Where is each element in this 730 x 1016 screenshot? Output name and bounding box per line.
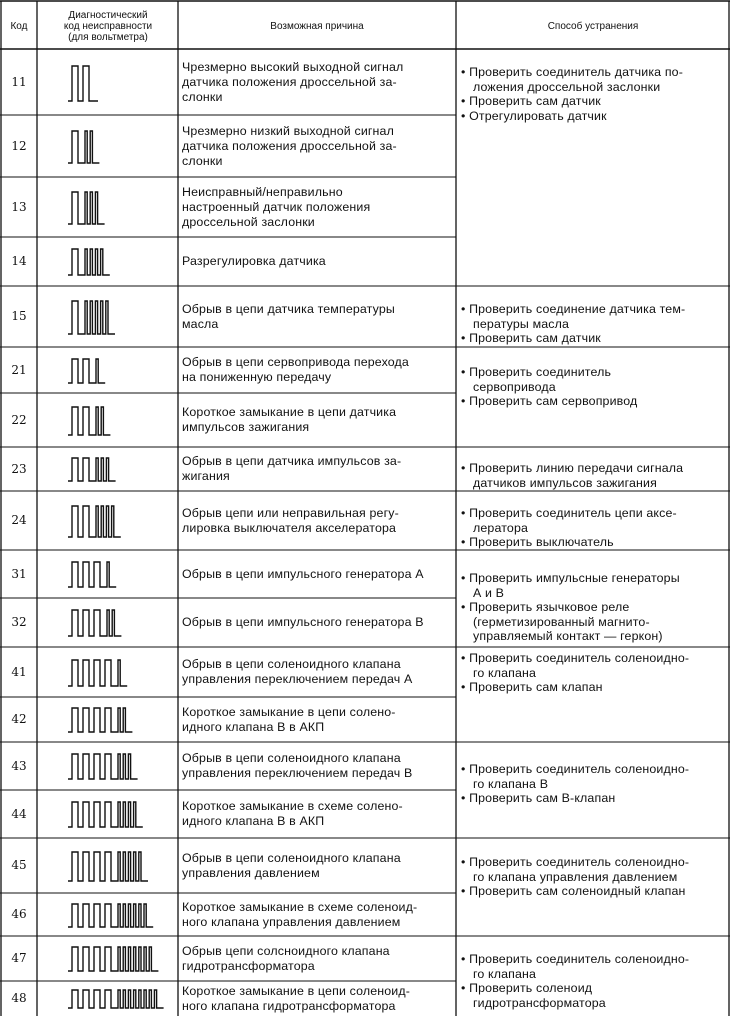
- fix-line: • Проверить импульсные генераторы: [461, 571, 680, 585]
- row-code: 14: [11, 254, 27, 268]
- row-cause: [178, 936, 456, 981]
- row-code: 32: [11, 615, 27, 629]
- pulse-path: [68, 990, 164, 1008]
- cause-line: датчика положения дроссельной за-: [182, 139, 397, 153]
- fix-line: пературы масла: [473, 316, 570, 331]
- row-cause: [178, 347, 456, 393]
- header-fix: [456, 4, 730, 48]
- header-diag-line: код неисправности: [63, 20, 153, 32]
- cause-line: Обрыв в цепи соленоидного клапана: [182, 657, 401, 671]
- row-cause: [178, 286, 456, 347]
- cause-line: управления переключением передач В: [182, 766, 413, 780]
- row-code: 46: [11, 907, 27, 921]
- row-code: 42: [11, 712, 27, 726]
- cause-line: идного клапана В в АКП: [182, 814, 325, 828]
- fix-line: (герметизированный магнито-: [473, 614, 650, 629]
- row-code: 21: [11, 363, 27, 377]
- row-code: 48: [11, 991, 27, 1005]
- pulse-path: [68, 904, 153, 927]
- cause-line: дроссельной заслонки: [182, 215, 315, 229]
- cause-line: Неисправный/неправильно: [182, 185, 343, 199]
- pulse-path: [68, 506, 121, 537]
- header-cause: [178, 4, 456, 48]
- cause-line: управления переключением передач А: [182, 672, 413, 686]
- row-code: 45: [11, 858, 27, 872]
- pulse-waveform: [38, 893, 178, 936]
- row-cause: [178, 447, 456, 491]
- fix-line: • Проверить сам клапан: [461, 680, 603, 694]
- fix-line: • Проверить язычковое реле: [461, 600, 630, 614]
- row-code: 23: [11, 462, 27, 476]
- row-code: 41: [11, 665, 27, 679]
- pulse-waveform: [38, 347, 178, 393]
- row-code: 22: [11, 413, 27, 427]
- pulse-path: [68, 947, 158, 971]
- cause-line: ного клапана управления давлением: [182, 915, 401, 929]
- cause-line: на пониженную передачу: [182, 370, 332, 384]
- cause-line: Обрыв в цепи датчика импульсов за-: [182, 454, 402, 468]
- fix-line: • Проверить сам В-клапан: [461, 791, 616, 805]
- pulse-waveform: [38, 742, 178, 790]
- cause-line: Чрезмерно низкий выходной сигнал: [182, 124, 394, 138]
- fix-block: [456, 571, 730, 647]
- row-cause: [178, 647, 456, 697]
- fix-block: [456, 506, 730, 550]
- pulse-waveform: [38, 550, 178, 598]
- cause-line: лировка выключателя акселератора: [182, 521, 397, 535]
- fix-line: гидротрансформатора: [473, 995, 606, 1010]
- fix-line: • Проверить сам соленоидный клапан: [461, 884, 686, 898]
- row-code: 47: [11, 951, 27, 965]
- row-cause: [178, 838, 456, 893]
- fix-block: [456, 365, 730, 447]
- fix-line: • Проверить соединитель датчика по-: [461, 65, 683, 79]
- cause-line: Обрыв в цепи сервопривода перехода: [182, 355, 409, 369]
- cause-line: масла: [182, 317, 219, 331]
- cause-line: настроенный датчик положения: [182, 200, 371, 214]
- fix-line: А и В: [473, 585, 505, 600]
- pulse-path: [68, 754, 138, 779]
- pulse-path: [68, 131, 99, 163]
- header-code-label: Код: [10, 20, 28, 32]
- cause-line: Короткое замыкание в схеме солено-: [182, 799, 403, 813]
- fix-line: сервопривода: [473, 379, 556, 394]
- pulse-path: [68, 192, 105, 224]
- pulse-waveform: [38, 598, 178, 647]
- row-code: 15: [11, 309, 27, 323]
- pulse-waveform: [38, 115, 178, 177]
- cause-line: Разрегулировка датчика: [182, 254, 326, 268]
- fix-line: • Проверить соединитель соленоидно-: [461, 855, 690, 869]
- cause-line: Короткое замыкание в схеме соленоид-: [182, 900, 418, 914]
- cause-line: Короткое замыкание в цепи соленоид-: [182, 984, 411, 998]
- cause-line: Обрыв в цепи соленоидного клапана: [182, 851, 401, 865]
- row-cause: [178, 115, 456, 177]
- row-cause: [178, 598, 456, 647]
- cause-line: жигания: [182, 469, 230, 483]
- cause-line: Обрыв в цепи датчика температуры: [182, 302, 395, 316]
- cause-line: ного клапана гидротрансформатора: [182, 999, 396, 1013]
- pulse-waveform: [38, 393, 178, 447]
- cause-line: Обрыв в цепи импульсного генератора В: [182, 615, 424, 629]
- pulse-path: [68, 708, 132, 732]
- fix-line: • Проверить линию передачи сигнала: [461, 461, 684, 475]
- cause-line: импульсов зажигания: [182, 420, 310, 434]
- fix-block: [456, 855, 730, 936]
- row-cause: [178, 893, 456, 936]
- row-cause: [178, 790, 456, 838]
- fix-line: лератора: [473, 520, 529, 535]
- fix-block: [456, 762, 730, 838]
- row-cause: [178, 491, 456, 550]
- pulse-waveform: [38, 981, 178, 1016]
- pulse-waveform: [38, 237, 178, 286]
- header-diag-line: Диагностический: [68, 9, 148, 21]
- row-code: 11: [11, 75, 27, 89]
- fix-block: [456, 952, 730, 1016]
- header-diag: [38, 3, 178, 49]
- fix-line: • Проверить соединитель соленоидно-: [461, 762, 690, 776]
- fix-line: • Проверить соединитель соленоидно-: [461, 952, 690, 966]
- row-code: 13: [11, 200, 27, 214]
- fix-line: управляемый контакт — геркон): [473, 629, 663, 643]
- header-cause-label: Возможная причина: [270, 20, 364, 32]
- cause-line: Обрыв в цепи импульсного генератора А: [182, 567, 424, 581]
- row-cause: [178, 742, 456, 790]
- pulse-waveform: [38, 50, 178, 115]
- pulse-path: [68, 66, 98, 101]
- header-diag-line: (для вольтметра): [68, 31, 148, 43]
- pulse-waveform: [38, 838, 178, 893]
- fix-line: • Проверить соленоид: [461, 981, 593, 995]
- fix-line: го клапана В: [473, 776, 549, 791]
- fix-line: го клапана: [473, 966, 537, 981]
- cause-line: датчика положения дроссельной за-: [182, 75, 397, 89]
- cause-line: слонки: [182, 154, 223, 168]
- fix-line: • Проверить соединение датчика тем-: [461, 302, 686, 316]
- fix-line: • Проверить сам датчик: [461, 331, 601, 345]
- fix-block: [456, 651, 730, 742]
- fix-line: • Отрегулировать датчик: [461, 108, 607, 123]
- pulse-waveform: [38, 177, 178, 237]
- cause-line: управления давлением: [182, 866, 320, 880]
- cause-line: Короткое замыкание в цепи датчика: [182, 405, 397, 419]
- cause-line: Обрыв в цепи соленоидного клапана: [182, 751, 401, 765]
- pulse-path: [68, 359, 105, 383]
- fix-block: [456, 302, 730, 347]
- pulse-path: [68, 802, 143, 827]
- pulse-path: [68, 407, 110, 435]
- pulse-path: [68, 660, 127, 686]
- row-code: 12: [11, 139, 27, 153]
- fix-line: • Проверить соединитель соленоидно-: [461, 651, 690, 665]
- cause-line: Обрыв цепи или неправильная регу-: [182, 506, 399, 520]
- row-cause: [178, 981, 456, 1016]
- cause-line: Обрыв цепи солсноидного клапана: [182, 944, 390, 958]
- cause-line: гидротрансформатора: [182, 959, 315, 973]
- pulse-path: [68, 458, 116, 481]
- row-code: 24: [11, 513, 27, 527]
- row-cause: [178, 393, 456, 447]
- fix-line: • Проверить соединитель цепи аксе-: [461, 506, 677, 520]
- row-cause: [178, 177, 456, 237]
- fix-line: ложения дроссельной заслонки: [473, 79, 661, 94]
- fix-block: [456, 461, 730, 491]
- pulse-path: [68, 301, 115, 334]
- cause-line: идного клапана В в АКП: [182, 720, 325, 734]
- pulse-path: [68, 562, 116, 587]
- fix-block: [456, 65, 730, 286]
- fix-line: го клапана управления давлением: [473, 869, 678, 884]
- pulse-path: [68, 852, 148, 881]
- pulse-path: [68, 610, 121, 636]
- header-code: [2, 4, 36, 48]
- fix-line: • Проверить сам датчик: [461, 94, 601, 108]
- row-cause: [178, 697, 456, 742]
- pulse-path: [68, 249, 110, 275]
- fix-line: • Проверить выключатель: [461, 535, 614, 549]
- row-cause: [178, 50, 456, 115]
- pulse-waveform: [38, 491, 178, 550]
- fix-line: • Проверить соединитель: [461, 365, 612, 379]
- pulse-waveform: [38, 790, 178, 838]
- cause-line: Чрезмерно высокий выходной сигнал: [182, 60, 404, 74]
- row-code: 44: [11, 807, 27, 821]
- row-cause: [178, 550, 456, 598]
- fix-line: • Проверить сам сервопривод: [461, 394, 638, 408]
- fix-line: датчиков импульсов зажигания: [473, 475, 657, 490]
- pulse-waveform: [38, 286, 178, 347]
- cause-line: Короткое замыкание в цепи солено-: [182, 705, 396, 719]
- pulse-waveform: [38, 936, 178, 981]
- fix-line: го клапана: [473, 665, 537, 680]
- row-cause: [178, 237, 456, 286]
- pulse-waveform: [38, 697, 178, 742]
- pulse-waveform: [38, 647, 178, 697]
- pulse-waveform: [38, 447, 178, 491]
- header-fix-label: Способ устранения: [547, 20, 639, 32]
- cause-line: слонки: [182, 90, 223, 104]
- row-code: 31: [11, 567, 27, 581]
- row-code: 43: [11, 759, 27, 773]
